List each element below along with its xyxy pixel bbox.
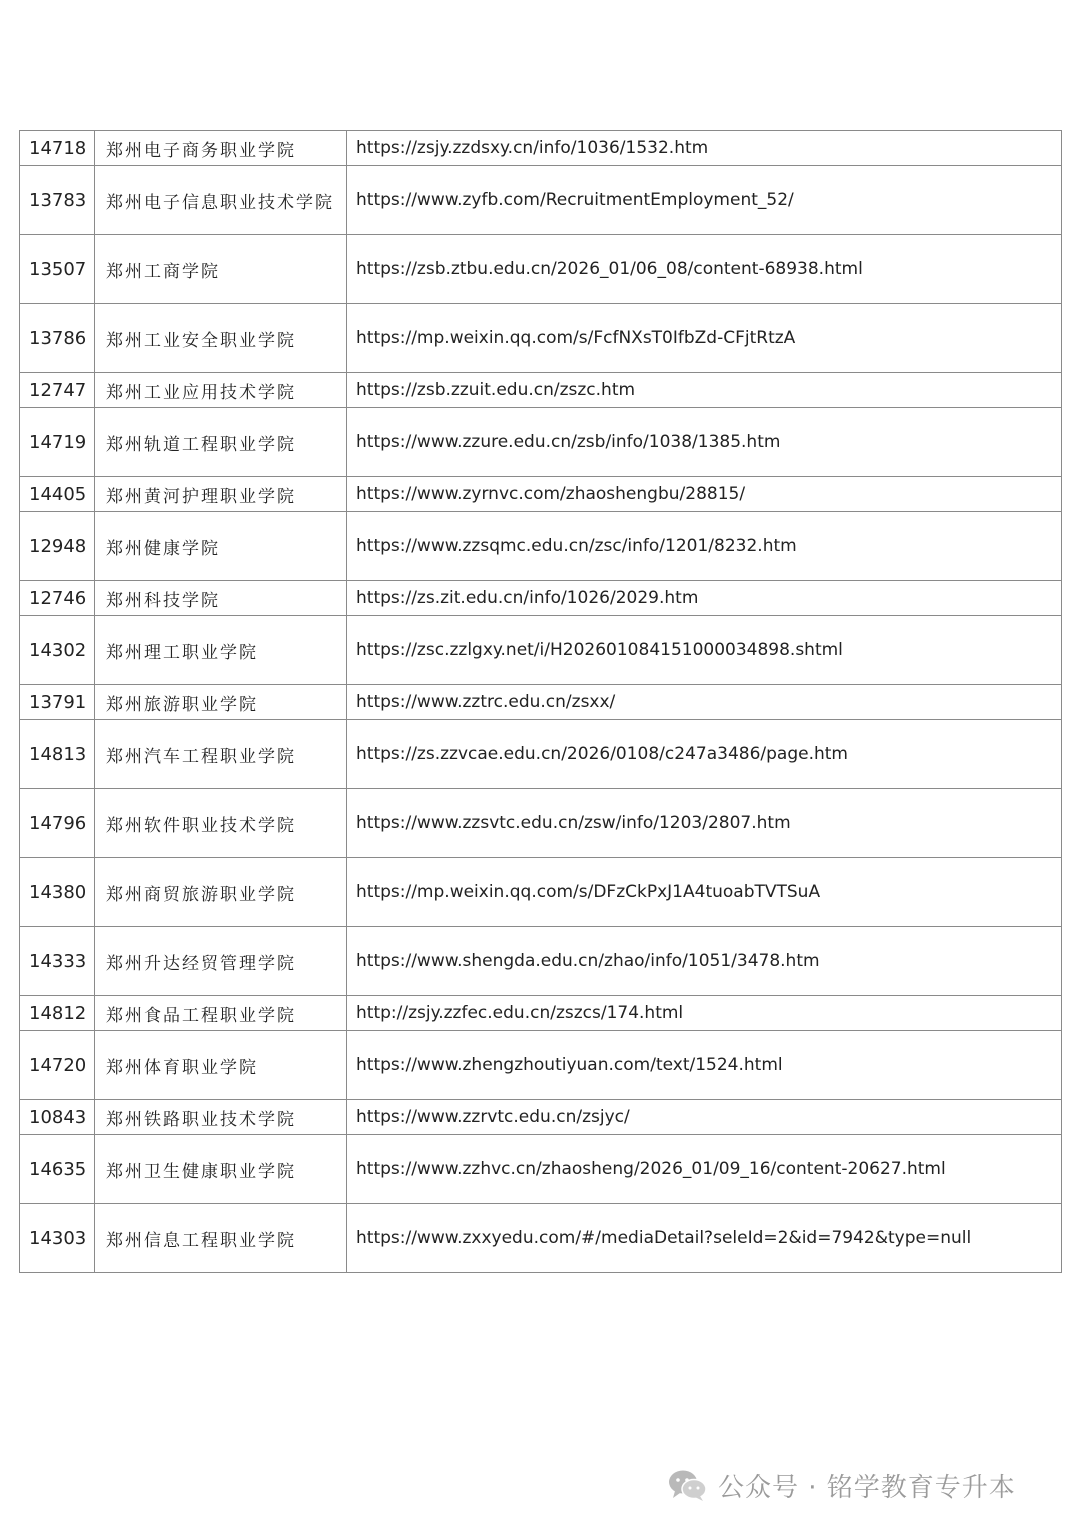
school-name-cell: 郑州升达经贸管理学院 <box>95 927 347 996</box>
school-url-cell: https://www.zyrnvc.com/zhaoshengbu/28815/ <box>347 477 1062 512</box>
school-code-cell: 13507 <box>20 235 95 304</box>
table-row <box>20 720 1062 789</box>
school-url-cell: https://mp.weixin.qq.com/s/DFzCkPxJ1A4tuoabTVTSuA <box>347 858 1062 927</box>
school-url-cell: https://www.zzsvtc.edu.cn/zsw/info/1203/2807.htm <box>347 789 1062 858</box>
school-name-cell: 郑州旅游职业学院 <box>95 685 347 720</box>
school-name-cell: 郑州电子商务职业学院 <box>95 131 347 166</box>
school-code-cell: 14380 <box>20 858 95 927</box>
school-name-cell: 郑州理工职业学院 <box>95 616 347 685</box>
table-row <box>20 477 1062 512</box>
school-code-cell: 14718 <box>20 131 95 166</box>
table-row <box>20 1100 1062 1135</box>
table-row <box>20 373 1062 408</box>
table-row <box>20 789 1062 858</box>
school-code-cell: 14333 <box>20 927 95 996</box>
school-url-cell: https://www.zzsqmc.edu.cn/zsc/info/1201/8232.htm <box>347 512 1062 581</box>
school-url-cell: https://www.zzure.edu.cn/zsb/info/1038/1385.htm <box>347 408 1062 477</box>
school-code-cell: 13786 <box>20 304 95 373</box>
school-code-cell: 14635 <box>20 1135 95 1204</box>
school-code-cell: 13791 <box>20 685 95 720</box>
school-code-cell: 14405 <box>20 477 95 512</box>
school-url-cell: https://www.zyfb.com/RecruitmentEmployment_52/ <box>347 166 1062 235</box>
school-code-cell: 13783 <box>20 166 95 235</box>
school-url-cell: https://zsb.ztbu.edu.cn/2026_01/06_08/content-68938.html <box>347 235 1062 304</box>
school-url-cell: http://zsjy.zzfec.edu.cn/zszcs/174.html <box>347 996 1062 1031</box>
school-url-cell: https://www.shengda.edu.cn/zhao/info/1051/3478.htm <box>347 927 1062 996</box>
school-name-cell: 郑州汽车工程职业学院 <box>95 720 347 789</box>
table-row <box>20 996 1062 1031</box>
school-name-cell: 郑州科技学院 <box>95 581 347 616</box>
school-name-cell: 郑州电子信息职业技术学院 <box>95 166 347 235</box>
school-url-cell: https://zs.zit.edu.cn/info/1026/2029.htm <box>347 581 1062 616</box>
school-url-cell: https://zsb.zzuit.edu.cn/zszc.htm <box>347 373 1062 408</box>
table-row <box>20 581 1062 616</box>
school-url-cell: https://zsjy.zzdsxy.cn/info/1036/1532.htm <box>347 131 1062 166</box>
table-row <box>20 1135 1062 1204</box>
school-code-cell: 14720 <box>20 1031 95 1100</box>
school-url-cell: https://zs.zzvcae.edu.cn/2026/0108/c247a3486/page.htm <box>347 720 1062 789</box>
table-row <box>20 685 1062 720</box>
school-url-cell: https://www.zzhvc.cn/zhaosheng/2026_01/09_16/content-20627.html <box>347 1135 1062 1204</box>
school-code-cell: 12747 <box>20 373 95 408</box>
school-name-cell: 郑州健康学院 <box>95 512 347 581</box>
school-url-cell: https://www.zhengzhoutiyuan.com/text/1524.html <box>347 1031 1062 1100</box>
table-row <box>20 408 1062 477</box>
school-code-cell: 14812 <box>20 996 95 1031</box>
school-name-cell: 郑州轨道工程职业学院 <box>95 408 347 477</box>
table-row <box>20 927 1062 996</box>
table-row <box>20 1031 1062 1100</box>
table-body <box>20 131 1062 1273</box>
table-row <box>20 131 1062 166</box>
school-url-cell: https://www.zzrvtc.edu.cn/zsjyc/ <box>347 1100 1062 1135</box>
school-code-cell: 14303 <box>20 1204 95 1273</box>
watermark <box>668 1463 1016 1507</box>
table-row <box>20 235 1062 304</box>
table-row <box>20 304 1062 373</box>
school-url-cell: https://mp.weixin.qq.com/s/FcfNXsT0IfbZd-CFjtRtzA <box>347 304 1062 373</box>
school-code-cell: 12746 <box>20 581 95 616</box>
school-name-cell: 郑州铁路职业技术学院 <box>95 1100 347 1135</box>
school-name-cell: 郑州体育职业学院 <box>95 1031 347 1100</box>
table-row <box>20 512 1062 581</box>
school-code-cell: 14719 <box>20 408 95 477</box>
school-code-cell: 12948 <box>20 512 95 581</box>
school-name-cell: 郑州软件职业技术学院 <box>95 789 347 858</box>
watermark-text: 公众号 · 铭学教育专升本 <box>718 1472 1016 1503</box>
wechat-icon <box>668 1468 708 1502</box>
school-name-cell: 郑州黄河护理职业学院 <box>95 477 347 512</box>
school-name-cell: 郑州信息工程职业学院 <box>95 1204 347 1273</box>
school-url-cell: https://www.zxxyedu.com/#/mediaDetail?seleId=2&id=7942&type=null <box>347 1204 1062 1273</box>
table-row <box>20 166 1062 235</box>
table-row <box>20 616 1062 685</box>
school-name-cell: 郑州工商学院 <box>95 235 347 304</box>
school-name-cell: 郑州商贸旅游职业学院 <box>95 858 347 927</box>
table-row <box>20 1204 1062 1273</box>
school-code-cell: 14302 <box>20 616 95 685</box>
school-name-cell: 郑州食品工程职业学院 <box>95 996 347 1031</box>
school-code-cell: 10843 <box>20 1100 95 1135</box>
school-url-table <box>19 130 1062 1273</box>
school-url-cell: https://www.zztrc.edu.cn/zsxx/ <box>347 685 1062 720</box>
school-name-cell: 郑州卫生健康职业学院 <box>95 1135 347 1204</box>
school-url-cell: https://zsc.zzlgxy.net/i/H202601084151000034898.shtml <box>347 616 1062 685</box>
school-code-cell: 14796 <box>20 789 95 858</box>
school-name-cell: 郑州工业安全职业学院 <box>95 304 347 373</box>
table-row <box>20 858 1062 927</box>
school-code-cell: 14813 <box>20 720 95 789</box>
school-name-cell: 郑州工业应用技术学院 <box>95 373 347 408</box>
